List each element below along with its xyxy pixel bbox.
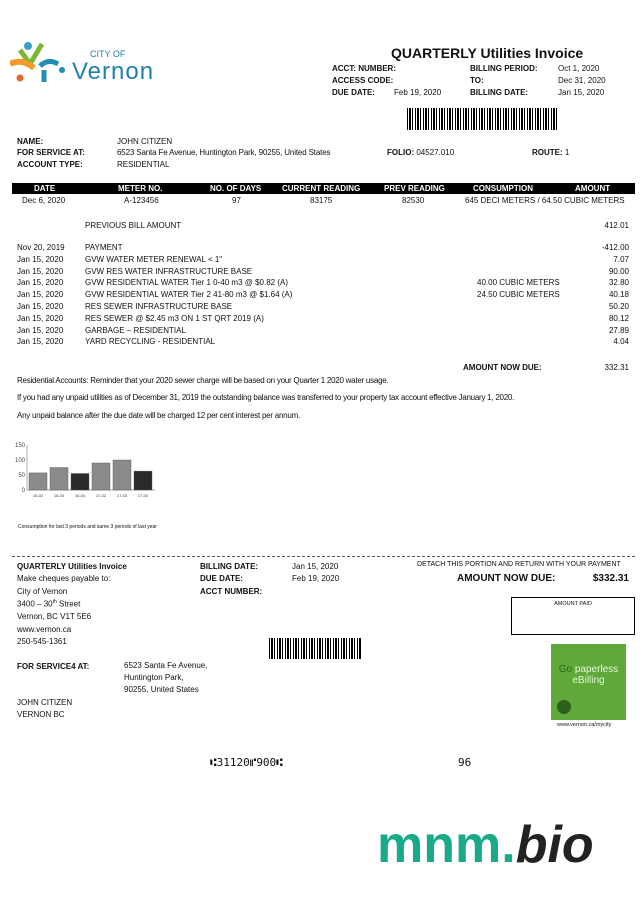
stub-due-label: AMOUNT NOW DUE: <box>457 573 556 584</box>
meter-table-header <box>12 183 635 194</box>
charge-amount: 4.04 <box>613 337 629 347</box>
stub-due-date-label: DUE DATE: <box>200 574 243 583</box>
stub-acct-label: ACCT NUMBER: <box>200 587 263 596</box>
cell: 645 DECI METERS / 64.50 CUBIC METERS <box>465 196 625 205</box>
payee-website[interactable]: www.vernon.ca <box>17 625 72 634</box>
charge-date: Jan 15, 2020 <box>17 278 64 288</box>
stub-barcode <box>269 638 361 659</box>
amount-due-value: 332.31 <box>604 363 629 372</box>
ebill-ebilling: eBilling <box>572 675 605 686</box>
charge-date: Jan 15, 2020 <box>17 254 64 264</box>
billing-period: Oct 1, 2020 <box>558 64 600 73</box>
cell: 83175 <box>310 196 333 205</box>
note: If you had any unpaid utilities as of December 31, 2019 the outstanding balance was transferred to your property tax account effective January 1, 2020. <box>17 393 515 402</box>
charge-amount: 90.00 <box>608 266 629 276</box>
stub-title: QUARTERLY Utilities Invoice <box>17 562 127 571</box>
invoice-title: QUARTERLY Utilities Invoice <box>391 45 584 61</box>
payee-phone: 250-545-1361 <box>17 637 67 646</box>
col-amount: AMOUNT <box>575 184 611 193</box>
charge-line <box>17 302 632 314</box>
charge-desc: GVW WATER METER RENEWAL < 1" <box>85 254 223 264</box>
previous-bill-amount: 412.01 <box>604 221 629 230</box>
charge-line <box>17 290 632 302</box>
charge-amount: 27.89 <box>608 325 629 335</box>
route: 1 <box>564 148 570 157</box>
charge-date: Jan 15, 2020 <box>17 325 64 335</box>
cell: A-123456 <box>124 196 159 205</box>
ebilling-badge[interactable] <box>551 644 626 720</box>
tree-icon <box>557 700 571 714</box>
detach-text: DETACH THIS PORTION AND RETURN WITH YOUR PAYMENT <box>417 561 621 568</box>
service-address: 6523 Santa Fe Avenue, Huntington Park, 90255, United States <box>117 148 331 157</box>
charge-desc: RES SEWER INFRASTRUCTURE BASE <box>85 302 233 311</box>
th: th <box>52 599 57 605</box>
charge-line <box>17 314 632 326</box>
note: Residential Accounts: Reminder that your 2020 sewer charge will be based on your Quarter 1 2020 water usage. <box>17 376 389 385</box>
stub-due-date: Feb 19, 2020 <box>292 574 340 583</box>
logo-name: Vernon <box>72 58 155 85</box>
account-type: RESIDENTIAL <box>117 160 170 169</box>
billing-date: Jan 15, 2020 <box>558 88 605 97</box>
col-meter: METER NO. <box>118 184 163 193</box>
consumption-chart <box>0 435 200 535</box>
stub-service-line: 6523 Santa Fe Avenue, <box>124 661 208 670</box>
charge-amount: 80.12 <box>608 313 629 323</box>
stub-service-line: 90255, United States <box>124 685 199 694</box>
bar <box>50 468 68 491</box>
charge-qty: 24.50 CUBIC METERS <box>477 290 560 300</box>
charge-line <box>17 326 632 338</box>
charge-date: Jan 15, 2020 <box>17 302 64 311</box>
charge-desc: RES SEWER @ $2.45 m3 ON 1 ST QRT 2019 (A) <box>85 313 264 323</box>
stub-service-line: Huntington Park, <box>124 673 184 682</box>
col-consumption: CONSUMPTION <box>473 184 533 193</box>
charge-desc: GARBAGE – RESIDENTIAL <box>85 325 186 335</box>
micr-line: ⑆31120⑈900⑆ <box>210 756 283 769</box>
col-current: CURRENT READING <box>282 184 361 193</box>
charge-line <box>17 337 632 349</box>
recipient-city: VERNON BC <box>17 710 65 719</box>
access-code-label: ACCESS CODE: <box>332 76 394 85</box>
col-prev: PREV READING <box>384 184 445 193</box>
type-label: ACCOUNT TYPE: <box>17 160 83 169</box>
due-date: Feb 19, 2020 <box>394 88 442 97</box>
charge-date: Jan 15, 2020 <box>17 313 64 323</box>
name-label: NAME: <box>17 137 44 146</box>
y-tick-label: 100 <box>14 458 25 464</box>
to-label: TO: <box>470 76 484 85</box>
y-tick-label: 150 <box>14 443 25 449</box>
amount-paid-box[interactable] <box>511 597 635 635</box>
billing-period-label: BILLING PERIOD: <box>470 64 538 73</box>
amount-due-label: AMOUNT NOW DUE: <box>463 363 542 372</box>
x-tick-label: 16-03 <box>53 493 65 498</box>
watermark-mnm: mnm. <box>377 816 516 874</box>
logo-figures-icon <box>10 40 70 85</box>
ebill-url[interactable]: www.vernon.ca/mycity <box>557 722 612 728</box>
ebill-go: Go <box>558 664 573 675</box>
cell: Dec 6, 2020 <box>22 196 66 205</box>
payee-name: City of Vernon <box>17 587 68 596</box>
billing-date-label: BILLING DATE: <box>470 88 529 97</box>
bar <box>92 463 110 490</box>
y-tick-label: 0 <box>21 488 25 494</box>
payee-street: 3400 – 30 <box>17 599 53 609</box>
charge-date: Jan 15, 2020 <box>17 266 64 276</box>
col-date: DATE <box>34 184 56 193</box>
to-date: Dec 31, 2020 <box>558 76 606 85</box>
charge-date: Jan 15, 2020 <box>17 337 64 347</box>
stub-service-label: FOR SERVICE4 AT: <box>17 662 90 671</box>
folio: 04527.010 <box>416 148 455 157</box>
route-label: ROUTE: <box>532 148 563 157</box>
x-tick-label: 17-02 <box>95 493 107 498</box>
x-tick-label: 16-04 <box>74 493 86 498</box>
payee-city: Vernon, BC V1T 5E6 <box>17 612 92 621</box>
stub-billing-date: Jan 15, 2020 <box>292 562 339 571</box>
chart-caption: Consumption for last 3 periods and same 3 periods of last year <box>18 524 157 530</box>
bar <box>29 473 47 490</box>
folio-label: FOLIO: <box>387 148 415 157</box>
previous-bill-label: PREVIOUS BILL AMOUNT <box>85 221 182 230</box>
amount-paid-label: AMOUNT PAID <box>554 601 592 607</box>
charge-amount: -412.00 <box>601 243 629 252</box>
acct-number-label: ACCT: NUMBER: <box>332 64 396 73</box>
charge-desc: YARD RECYCLING - RESIDENTIAL <box>85 337 216 347</box>
logo-city-of: CITY OF <box>90 49 126 59</box>
charge-line <box>17 267 632 279</box>
ebill-paperless: paperless <box>572 664 619 675</box>
x-tick-label: 17-03 <box>116 493 128 498</box>
charge-line <box>17 278 632 290</box>
barcode <box>407 108 559 130</box>
charge-amount: 7.07 <box>613 254 629 264</box>
watermark-bio: bio <box>515 816 594 874</box>
charge-date: Jan 15, 2020 <box>17 290 64 300</box>
x-tick-label: 17-04 <box>137 493 149 498</box>
stub-due-value: $332.31 <box>592 573 629 584</box>
detach-line <box>12 556 635 557</box>
watermark <box>377 815 594 875</box>
payable-label: Make cheques payable to: <box>17 574 111 583</box>
charge-desc: GVW RES WATER INFRASTRUCTURE BASE <box>85 266 253 276</box>
bar <box>113 460 131 490</box>
micr-number: 96 <box>458 756 472 769</box>
charge-amount: 50.20 <box>608 302 629 311</box>
bar <box>71 474 89 491</box>
street: Street <box>56 599 81 609</box>
recipient-name: JOHN CITIZEN <box>17 698 73 707</box>
bar <box>134 471 152 490</box>
service-label: FOR SERVICE AT: <box>17 148 85 157</box>
charge-line <box>17 243 632 255</box>
y-tick-label: 50 <box>18 473 25 479</box>
cell: 97 <box>232 196 241 205</box>
x-tick-label: 16-02 <box>32 493 44 498</box>
charge-amount: 40.18 <box>608 290 629 300</box>
cell: 82530 <box>402 196 425 205</box>
charge-desc: PAYMENT <box>85 243 123 252</box>
charge-line <box>17 255 632 267</box>
charge-qty: 40.00 CUBIC METERS <box>477 278 560 288</box>
charge-date: Nov 20, 2019 <box>17 243 65 252</box>
charge-amount: 32.80 <box>608 278 629 288</box>
col-days: NO. OF DAYS <box>210 184 262 193</box>
meter-table-row <box>12 195 635 206</box>
account-name: JOHN CITIZEN <box>117 137 173 146</box>
charge-desc: GVW RESIDENTIAL WATER Tier 2 41-80 m3 @ $1.64 (A) <box>85 290 293 300</box>
due-date-label: DUE DATE: <box>332 88 375 97</box>
charge-desc: GVW RESIDENTIAL WATER Tier 1 0-40 m3 @ $0.82 (A) <box>85 278 288 288</box>
stub-billing-date-label: BILLING DATE: <box>200 562 259 571</box>
note: Any unpaid balance after the due date will be charged 12 per cent interest per annum. <box>17 411 300 420</box>
